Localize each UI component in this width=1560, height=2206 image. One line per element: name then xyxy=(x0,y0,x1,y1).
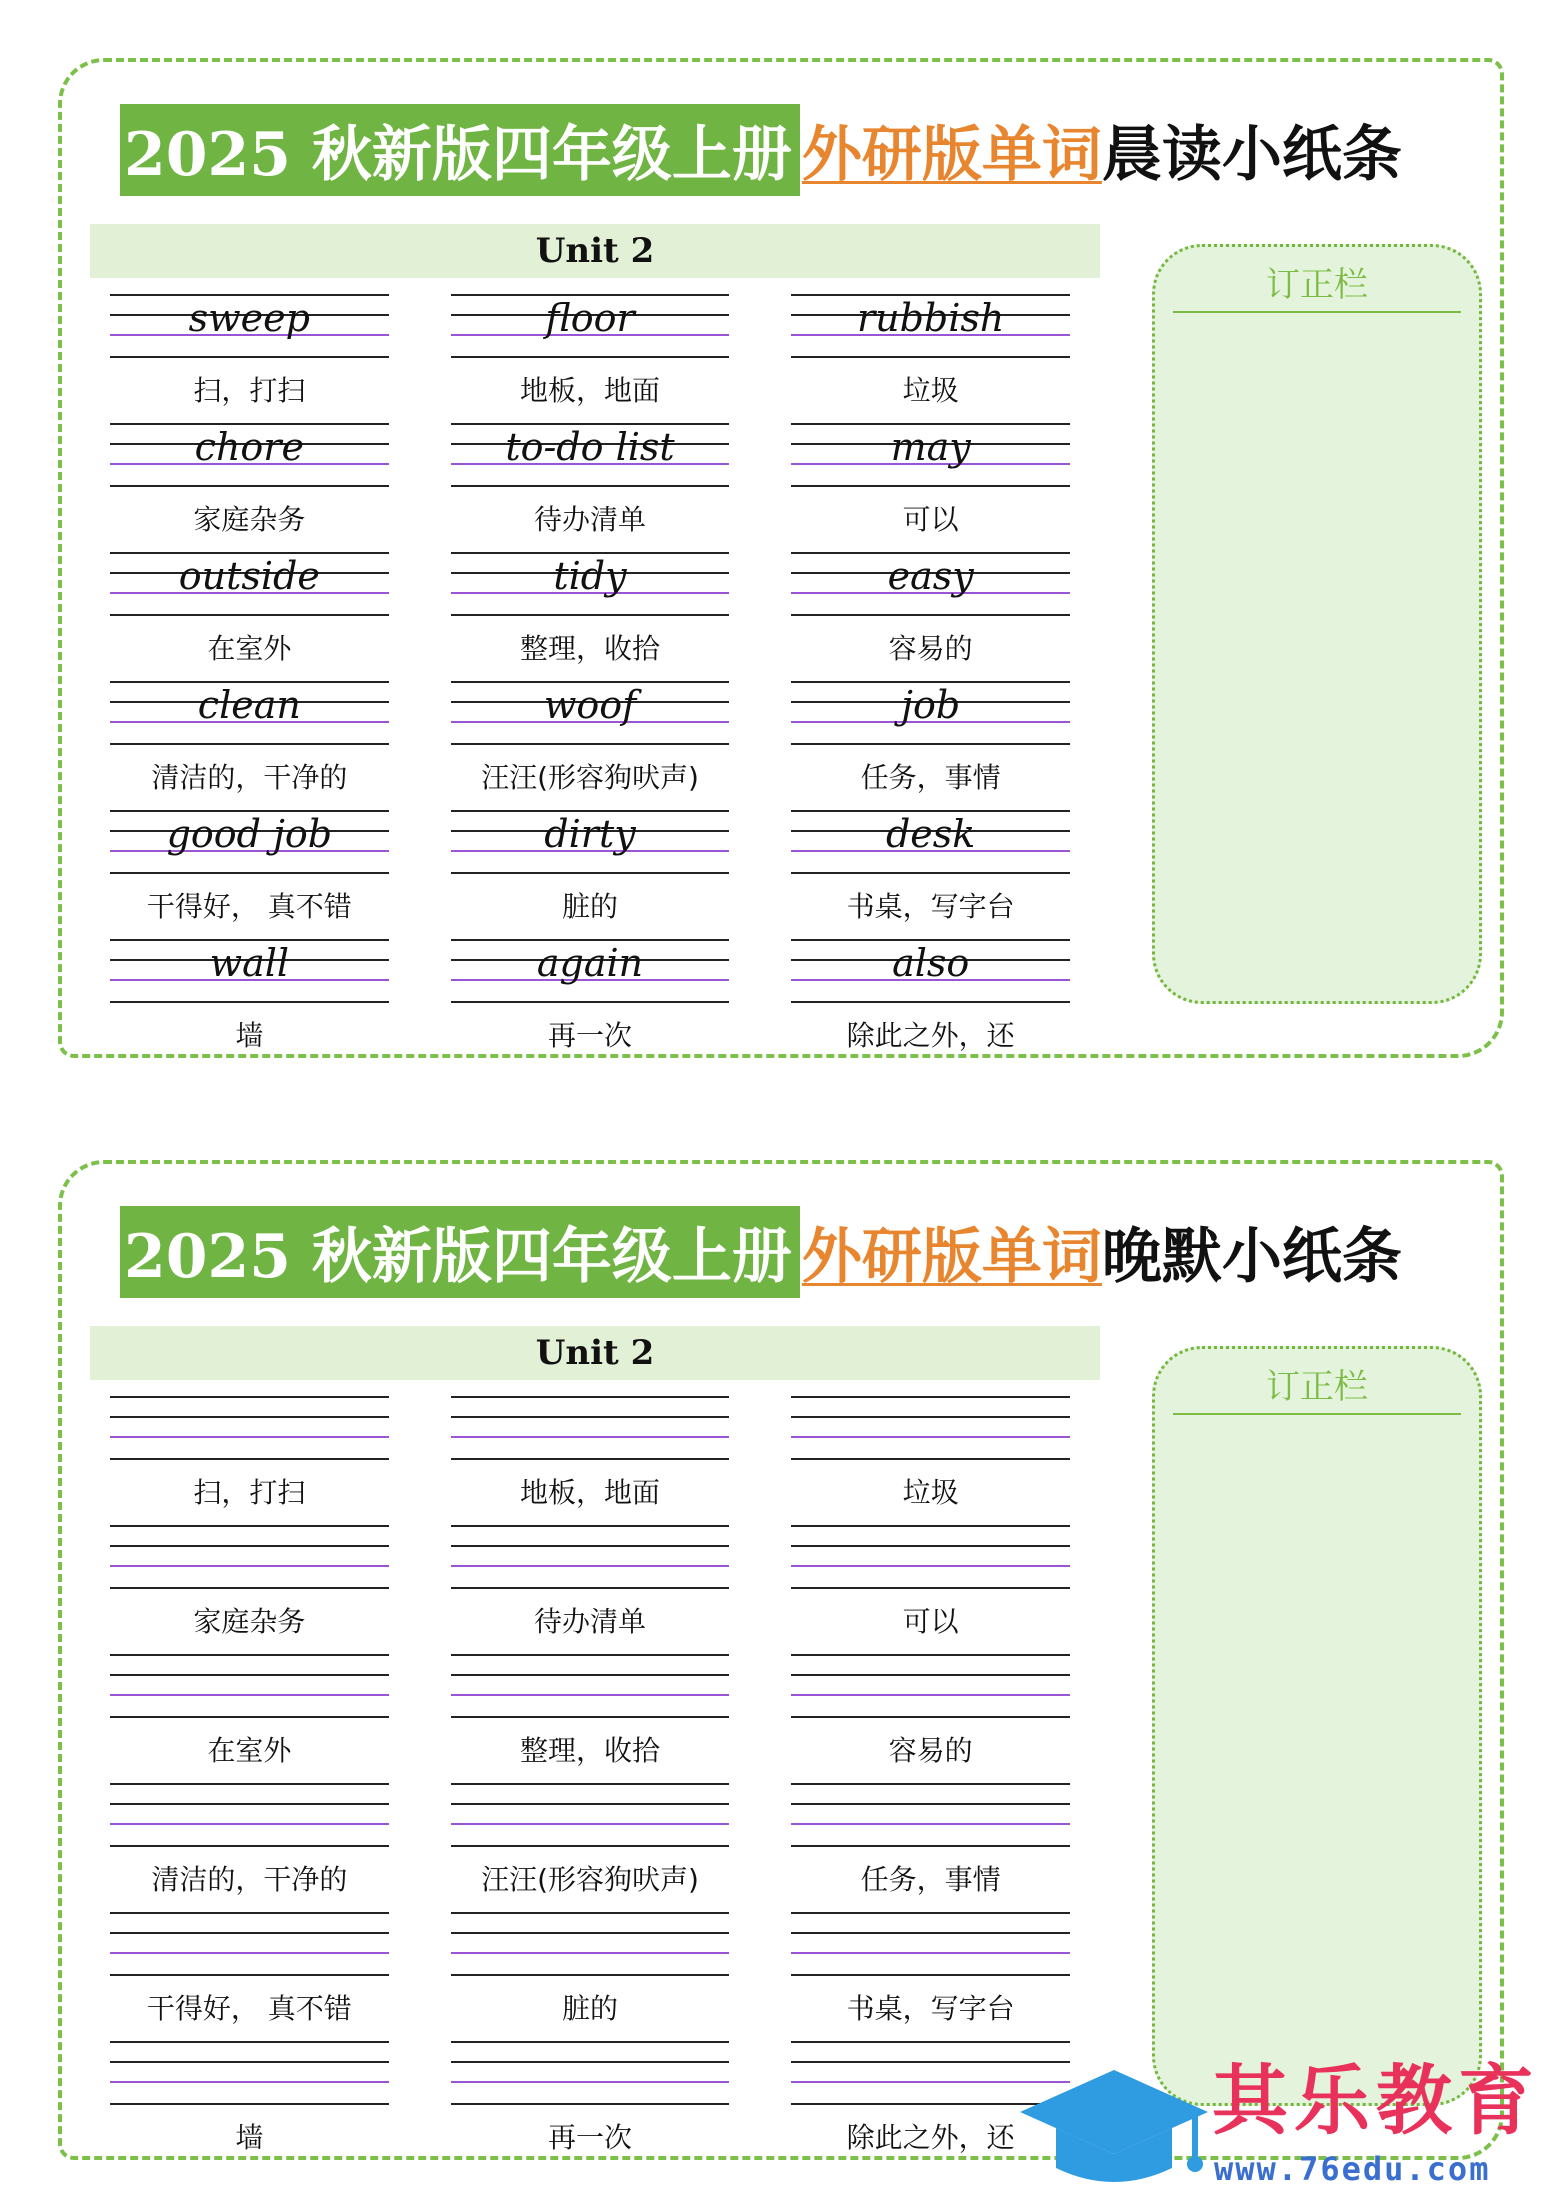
writing-lines xyxy=(110,681,389,745)
english-word: sweep xyxy=(188,296,310,340)
writing-lines xyxy=(110,1654,389,1718)
word-cell xyxy=(451,810,730,939)
chinese-meaning: 任务，事情 xyxy=(860,761,1001,794)
title-type: 晚默小纸条 xyxy=(1101,1222,1402,1292)
english-word: good job xyxy=(166,812,333,856)
chinese-meaning: 干得好， 真不错 xyxy=(146,890,352,923)
chinese-meaning: 墙 xyxy=(235,2121,264,2154)
chinese-meaning: 清洁的，干净的 xyxy=(151,761,348,794)
title-type: 晨读小纸条 xyxy=(1101,120,1402,190)
word-cell xyxy=(791,939,1070,1068)
word-cell xyxy=(791,1525,1070,1654)
writing-lines xyxy=(110,294,389,358)
chinese-meaning: 家庭杂务 xyxy=(193,503,306,536)
chinese-meaning: 可以 xyxy=(902,503,959,536)
english-word: easy xyxy=(887,554,974,598)
correction-title: 订正栏 xyxy=(1173,1361,1461,1415)
unit-heading: Unit 2 xyxy=(90,1326,1100,1380)
chinese-meaning: 书桌，写字台 xyxy=(846,890,1015,923)
word-cell xyxy=(451,2041,730,2170)
chinese-meaning: 垃圾 xyxy=(902,374,959,407)
writing-lines xyxy=(451,1525,730,1589)
writing-lines xyxy=(110,810,389,874)
writing-lines xyxy=(110,2041,389,2105)
correction-title: 订正栏 xyxy=(1173,259,1461,313)
writing-lines xyxy=(451,294,730,358)
writing-lines xyxy=(451,810,730,874)
chinese-meaning: 脏的 xyxy=(561,1992,618,2025)
chinese-meaning: 除此之外，还 xyxy=(846,2121,1015,2154)
word-cell xyxy=(791,552,1070,681)
word-cell xyxy=(110,1783,389,1912)
word-cell xyxy=(451,1654,730,1783)
word-cell xyxy=(451,552,730,681)
writing-lines xyxy=(451,423,730,487)
english-word: desk xyxy=(885,812,976,856)
writing-lines xyxy=(451,1654,730,1718)
english-word: tidy xyxy=(553,554,627,598)
chinese-meaning: 汪汪(形容狗吠声) xyxy=(481,1863,699,1896)
chinese-meaning: 整理，收拾 xyxy=(519,632,660,665)
word-cell xyxy=(110,294,389,423)
writing-lines xyxy=(791,1396,1070,1460)
writing-lines xyxy=(791,423,1070,487)
chinese-meaning: 扫，打扫 xyxy=(193,374,306,407)
chinese-meaning: 墙 xyxy=(235,1019,264,1052)
writing-lines xyxy=(791,1783,1070,1847)
word-cell xyxy=(110,1654,389,1783)
chinese-meaning: 可以 xyxy=(902,1605,959,1638)
word-cell xyxy=(791,1396,1070,1525)
english-word: rubbish xyxy=(856,296,1005,340)
word-cell xyxy=(791,423,1070,552)
chinese-meaning: 干得好， 真不错 xyxy=(146,1992,352,2025)
word-cell xyxy=(451,939,730,1068)
word-cell xyxy=(451,681,730,810)
word-cell xyxy=(791,1783,1070,1912)
evening-dictation-card xyxy=(58,1160,1504,2160)
writing-lines xyxy=(451,2041,730,2105)
writing-lines xyxy=(791,810,1070,874)
writing-lines xyxy=(791,681,1070,745)
title-grade: 2025 秋新版四年级上册 xyxy=(120,104,800,196)
writing-lines xyxy=(110,1396,389,1460)
english-word: dirty xyxy=(544,812,636,856)
chinese-meaning: 家庭杂务 xyxy=(193,1605,306,1638)
chinese-meaning: 再一次 xyxy=(547,2121,632,2154)
word-cell xyxy=(110,552,389,681)
word-cell xyxy=(791,810,1070,939)
english-word: may xyxy=(890,425,971,469)
word-cell xyxy=(110,1525,389,1654)
word-cell xyxy=(110,1912,389,2041)
chinese-meaning: 任务，事情 xyxy=(860,1863,1001,1896)
writing-lines xyxy=(110,939,389,1003)
english-word: to-do list xyxy=(505,425,675,469)
chinese-meaning: 再一次 xyxy=(547,1019,632,1052)
writing-lines xyxy=(791,1654,1070,1718)
word-cell xyxy=(110,2041,389,2170)
chinese-meaning: 脏的 xyxy=(561,890,618,923)
writing-lines xyxy=(110,1783,389,1847)
chinese-meaning: 整理，收拾 xyxy=(519,1734,660,1767)
word-cell xyxy=(451,1525,730,1654)
chinese-meaning: 垃圾 xyxy=(902,1476,959,1509)
word-cell xyxy=(110,810,389,939)
writing-lines xyxy=(791,1525,1070,1589)
word-cell xyxy=(110,939,389,1068)
word-cell xyxy=(451,1912,730,2041)
morning-reading-card xyxy=(58,58,1504,1058)
word-cell xyxy=(791,1912,1070,2041)
correction-panel xyxy=(1152,1346,1482,2106)
title-grade: 2025 秋新版四年级上册 xyxy=(120,1206,800,1298)
word-cell xyxy=(110,681,389,810)
word-cell xyxy=(451,1783,730,1912)
dictation-grid xyxy=(110,1396,1070,2170)
vocabulary-grid xyxy=(110,294,1070,1068)
chinese-meaning: 容易的 xyxy=(888,1734,973,1767)
english-word: woof xyxy=(543,683,637,727)
word-cell xyxy=(451,423,730,552)
english-word: clean xyxy=(197,683,301,727)
writing-lines xyxy=(451,1396,730,1460)
english-word: floor xyxy=(545,296,635,340)
word-cell xyxy=(791,294,1070,423)
writing-lines xyxy=(451,939,730,1003)
writing-lines xyxy=(110,1525,389,1589)
word-cell xyxy=(110,423,389,552)
chinese-meaning: 地板，地面 xyxy=(519,374,660,407)
english-word: job xyxy=(901,683,961,727)
title-publisher: 外研版单词 xyxy=(801,120,1102,190)
english-word: wall xyxy=(209,941,290,985)
writing-lines xyxy=(110,552,389,616)
graduation-cap-icon xyxy=(1016,2056,1212,2200)
word-cell xyxy=(791,681,1070,810)
writing-lines xyxy=(451,1783,730,1847)
card-title xyxy=(120,1206,1402,1298)
chinese-meaning: 待办清单 xyxy=(533,1605,646,1638)
writing-lines xyxy=(791,294,1070,358)
writing-lines xyxy=(451,552,730,616)
writing-lines xyxy=(110,1912,389,1976)
chinese-meaning: 在室外 xyxy=(207,1734,292,1767)
writing-lines xyxy=(110,423,389,487)
chinese-meaning: 除此之外，还 xyxy=(846,1019,1015,1052)
unit-heading: Unit 2 xyxy=(90,224,1100,278)
chinese-meaning: 在室外 xyxy=(207,632,292,665)
card-title xyxy=(120,104,1402,196)
english-word: chore xyxy=(194,425,304,469)
chinese-meaning: 汪汪(形容狗吠声) xyxy=(481,761,699,794)
word-cell xyxy=(110,1396,389,1525)
chinese-meaning: 待办清单 xyxy=(533,503,646,536)
word-cell xyxy=(791,1654,1070,1783)
correction-panel xyxy=(1152,244,1482,1004)
chinese-meaning: 地板，地面 xyxy=(519,1476,660,1509)
word-cell xyxy=(451,294,730,423)
english-word: outside xyxy=(178,554,320,598)
writing-lines xyxy=(791,939,1070,1003)
brand-url: www.76edu.com xyxy=(1214,2150,1491,2188)
english-word: again xyxy=(536,941,644,985)
writing-lines xyxy=(791,552,1070,616)
chinese-meaning: 清洁的，干净的 xyxy=(151,1863,348,1896)
chinese-meaning: 容易的 xyxy=(888,632,973,665)
writing-lines xyxy=(451,681,730,745)
english-word: also xyxy=(892,941,970,985)
brand-logo xyxy=(1016,2056,1552,2200)
brand-name: 其乐教育 xyxy=(1212,2056,1540,2145)
chinese-meaning: 书桌，写字台 xyxy=(846,1992,1015,2025)
title-publisher: 外研版单词 xyxy=(801,1222,1102,1292)
writing-lines xyxy=(451,1912,730,1976)
chinese-meaning: 扫，打扫 xyxy=(193,1476,306,1509)
writing-lines xyxy=(791,1912,1070,1976)
word-cell xyxy=(451,1396,730,1525)
